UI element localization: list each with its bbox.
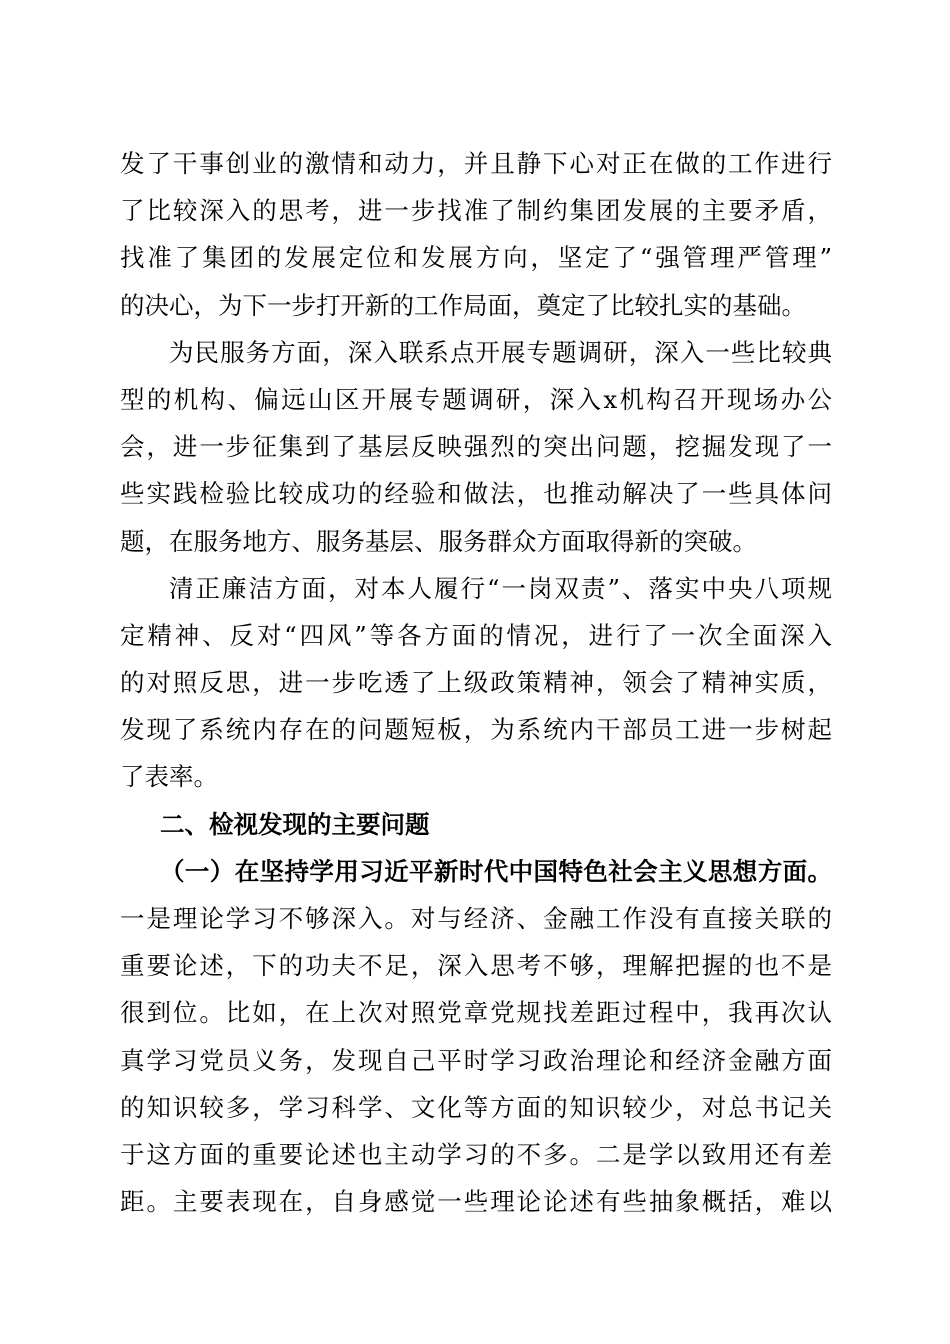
text-line: 距。主要表现在，自身感觉一些理论论述有些抽象概括，难以: [120, 1187, 832, 1217]
text-line: 一是理论学习不够深入。对与经济、金融工作没有直接关联的: [120, 904, 832, 933]
text-line: 定精神、反对“四风”等各方面的情况，进行了一次全面深入: [120, 620, 832, 650]
text-line: 会，进一步征集到了基层反映强烈的突出问题，挖掘发现了一: [120, 432, 832, 462]
text-line: 于这方面的重要论述也主动学习的不多。二是学以致用还有差: [120, 1139, 832, 1169]
text-line: 了比较深入的思考，进一步找准了制约集团发展的主要矛盾，: [120, 196, 832, 226]
text-line: 的知识较多，学习科学、文化等方面的知识较少，对总书记关: [120, 1092, 832, 1122]
text-line: 的决心，为下一步打开新的工作局面，奠定了比较扎实的基础。: [120, 290, 806, 320]
subsection-heading: （一）在坚持学用习近平新时代中国特色社会主义思想方面。: [160, 856, 832, 886]
text-line: 题，在服务地方、服务基层、服务群众方面取得新的突破。: [120, 526, 757, 556]
text-line: 发现了系统内存在的问题短板，为系统内干部员工进一步树起: [120, 715, 832, 745]
text-line: 很到位。比如，在上次对照党章党规找差距过程中，我再次认: [120, 998, 832, 1028]
paragraph-first-line: 为民服务方面，深入联系点开展专题调研，深入一些比较典: [169, 337, 832, 367]
text-line: 重要论述，下的功夫不足，深入思考不够，理解把握的也不是: [120, 951, 832, 981]
text-line: 找准了集团的发展定位和发展方向，坚定了“强管理严管理”: [120, 243, 832, 273]
text-line: 发了干事创业的激情和动力，并且静下心对正在做的工作进行: [120, 149, 832, 178]
text-line: 型的机构、偏远山区开展专题调研，深入x机构召开现场办公: [120, 384, 832, 414]
section-heading: 二、检视发现的主要问题: [160, 809, 430, 839]
document-body: [120, 140, 832, 1225]
text-line: 些实践检验比较成功的经验和做法，也推动解决了一些具体问: [120, 479, 832, 509]
paragraph-first-line: 清正廉洁方面，对本人履行“一岗双责”、落实中央八项规: [169, 573, 832, 603]
text-line: 了表率。: [120, 762, 218, 792]
text-line: 真学习党员义务，发现自己平时学习政治理论和经济金融方面: [120, 1045, 832, 1075]
text-line: 的对照反思，进一步吃透了上级政策精神，领会了精神实质，: [120, 668, 832, 698]
